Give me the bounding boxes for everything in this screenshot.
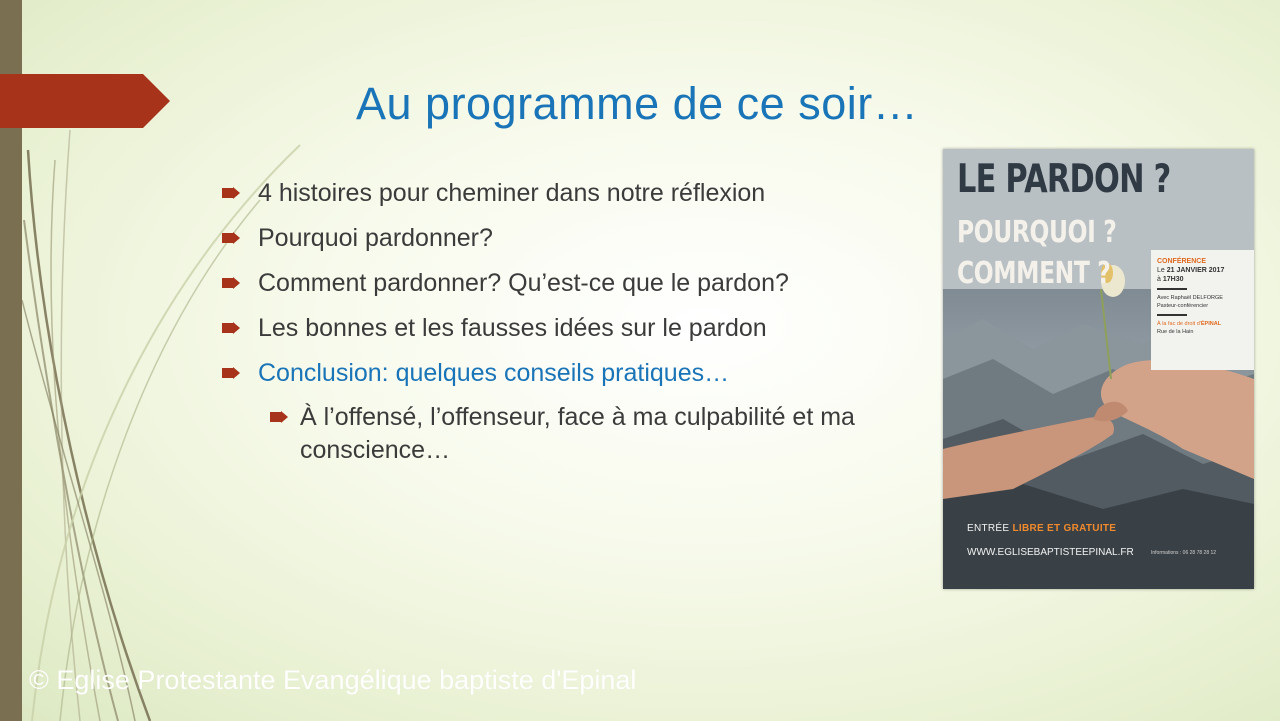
poster-subtitle-2: COMMENT ? [957,256,1111,291]
bullet-text: 4 histoires pour cheminer dans notre réflexion [258,179,766,207]
copyright-notice: © Eglise Protestante Evangélique baptiste d'Epinal [29,665,637,695]
poster-info-label: CONFÉRENCE [1157,258,1207,265]
poster-phone: Informations : 06 28 78 28 12 [1151,550,1217,556]
poster-info-role: Pasteur-conférencier [1157,303,1209,309]
bullet-text: Conclusion: quelques conseils pratiques… [258,359,730,387]
bullet-item [222,176,922,221]
arrow-bullet-icon [222,322,240,334]
slide-title: Au programme de ce soir… [356,78,919,129]
sub-bullet-item [222,401,940,467]
arrow-bullet-icon [222,187,240,199]
poster-entry: ENTRÉE LIBRE ET GRATUITE [967,523,1117,534]
conference-poster [943,149,1254,589]
poster-info-rule [1157,288,1187,290]
bullet-item-conclusion [222,356,922,401]
bullet-item [222,266,922,311]
bullet-list [222,176,922,467]
arrow-bullet-icon [222,367,240,379]
poster-info-street: Rue de la Hain [1157,329,1194,335]
poster-info-panel [1151,250,1254,370]
bullet-text: Pourquoi pardonner? [258,224,493,252]
arrow-bullet-icon [270,411,288,423]
poster-info-date: Le 21 JANVIER 2017 [1157,267,1225,274]
poster-info-time: à 17H30 [1157,276,1184,283]
poster-title: LE PARDON ? [957,157,1171,202]
poster-info-place: À la fac de droit d'ÉPINAL [1157,321,1222,327]
poster-subtitle-1: POURQUOI ? [957,215,1117,250]
bullet-text: Comment pardonner? Qu’est-ce que le pardon? [258,269,789,297]
poster-url: WWW.EGLISEBAPTISTEEPINAL.FR [967,547,1134,558]
sub-bullet-text: À l’offensé, l’offenseur, face à ma culpabilité et ma conscience… [300,403,855,464]
bullet-item [222,311,922,356]
poster-info-rule [1157,314,1187,316]
bullet-item [222,221,922,266]
poster-info-speaker: Avec Raphaël DELFORGE [1157,295,1223,301]
arrow-bullet-icon [222,232,240,244]
arrow-bullet-icon [222,277,240,289]
bullet-text: Les bonnes et les fausses idées sur le pardon [258,314,767,342]
arrow-tab-shape [0,74,170,128]
